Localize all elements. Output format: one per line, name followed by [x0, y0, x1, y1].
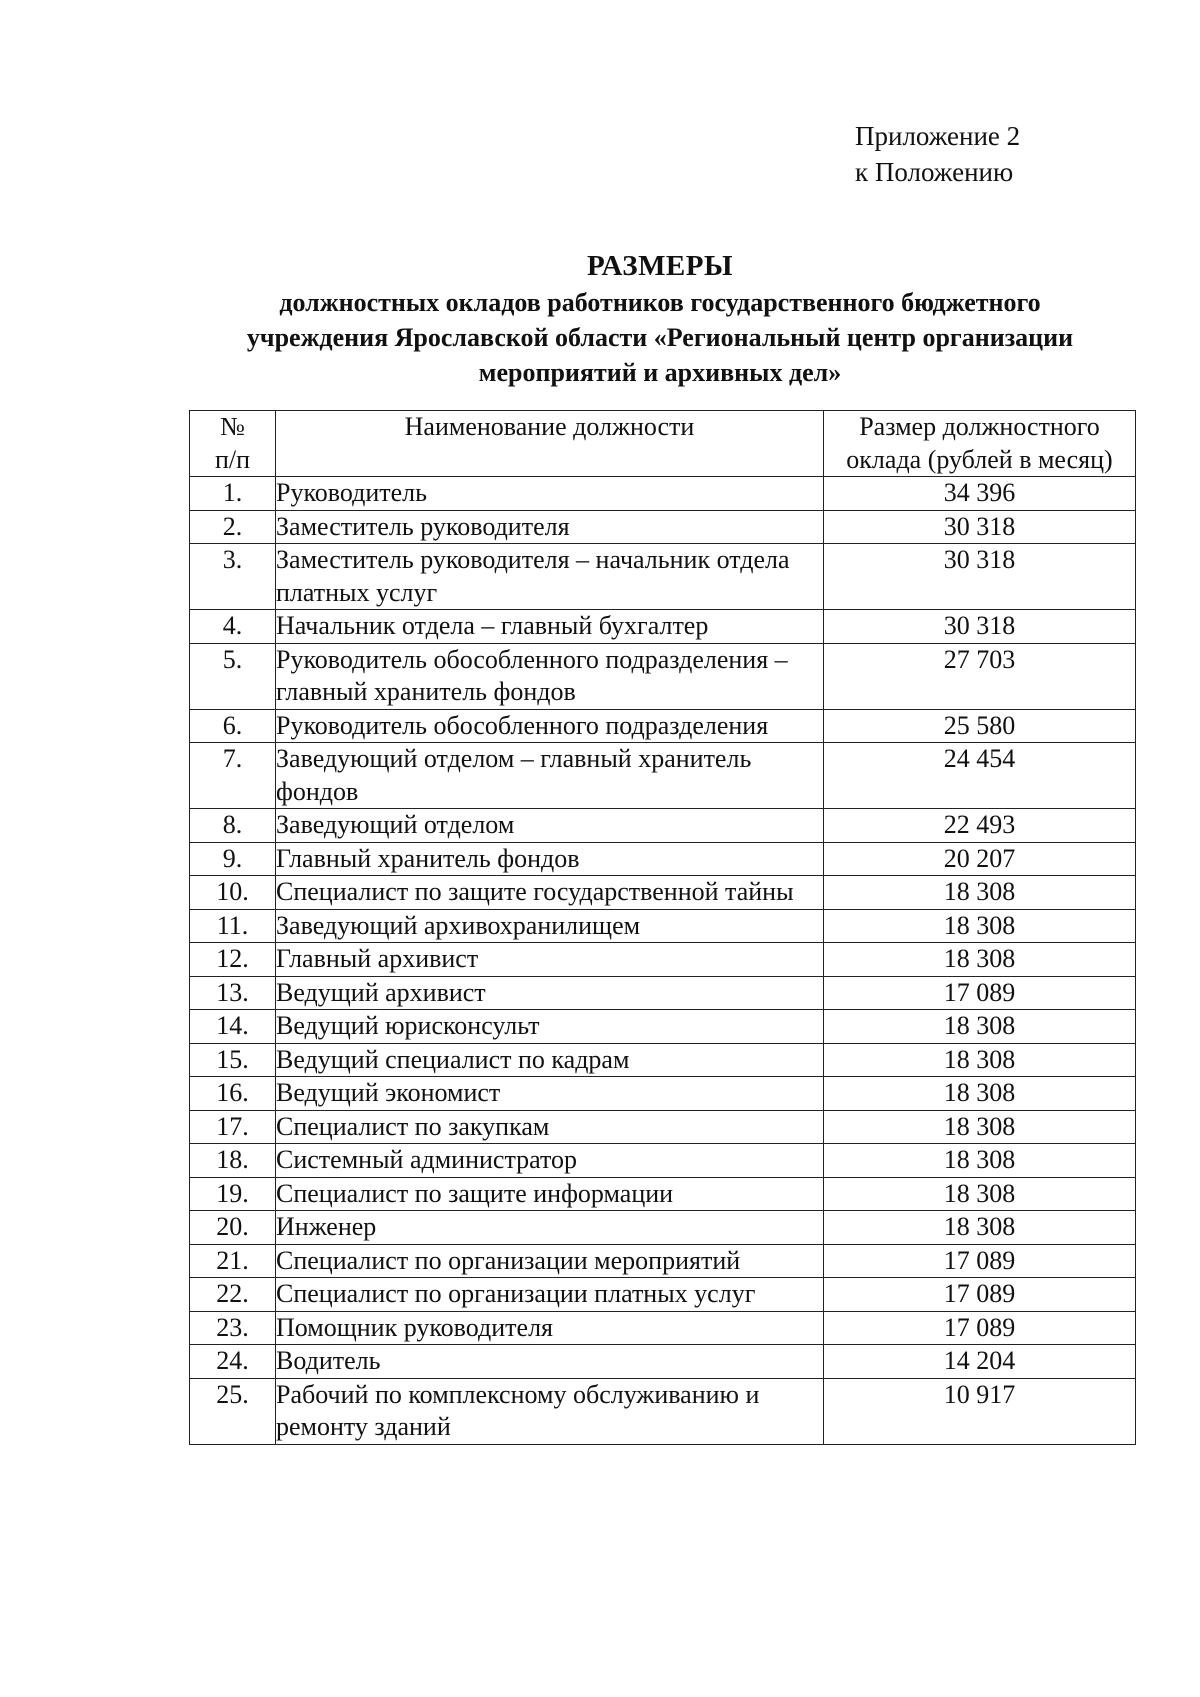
- row-number: 12.: [190, 943, 276, 977]
- table-row: [190, 510, 1136, 544]
- table-row: [190, 709, 1136, 743]
- salary-value: 18 308: [824, 1211, 1136, 1245]
- table-row: [190, 1378, 1136, 1444]
- row-number: 3.: [190, 544, 276, 610]
- row-number: 4.: [190, 610, 276, 644]
- table-row: [190, 1043, 1136, 1077]
- position-name: Главный хранитель фондов: [276, 842, 824, 876]
- table-row: [190, 1077, 1136, 1111]
- position-name: Ведущий архивист: [276, 976, 824, 1010]
- row-number: 2.: [190, 510, 276, 544]
- table-row: [190, 1211, 1136, 1245]
- salary-value: 30 318: [824, 510, 1136, 544]
- row-number: 17.: [190, 1110, 276, 1144]
- position-name: Начальник отдела – главный бухгалтер: [276, 610, 824, 644]
- position-name: Специалист по защите государственной тайны: [276, 876, 824, 910]
- table-row: [190, 1244, 1136, 1278]
- position-name: Руководитель обособленного подразделения – главный хранитель фондов: [276, 643, 824, 709]
- row-number: 15.: [190, 1043, 276, 1077]
- row-number: 5.: [190, 643, 276, 709]
- salary-value: 17 089: [824, 1278, 1136, 1312]
- salary-value: 25 580: [824, 709, 1136, 743]
- position-name: Водитель: [276, 1345, 824, 1379]
- salary-value: 18 308: [824, 1177, 1136, 1211]
- row-number: 10.: [190, 876, 276, 910]
- table-row: [190, 743, 1136, 809]
- position-name: Заведующий отделом – главный хранитель фондов: [276, 743, 824, 809]
- row-number: 20.: [190, 1211, 276, 1245]
- position-name: Ведущий юрисконсульт: [276, 1010, 824, 1044]
- row-number: 21.: [190, 1244, 276, 1278]
- table-row: [190, 842, 1136, 876]
- position-name: Заведующий отделом: [276, 809, 824, 843]
- position-name: Помощник руководителя: [276, 1311, 824, 1345]
- appendix-number: Приложение 2: [855, 121, 1021, 151]
- table-row: [190, 1278, 1136, 1312]
- position-name: Заместитель руководителя: [276, 510, 824, 544]
- position-name: Системный администратор: [276, 1144, 824, 1178]
- row-number: 23.: [190, 1311, 276, 1345]
- row-number: 1.: [190, 477, 276, 511]
- row-number: 6.: [190, 709, 276, 743]
- row-number: 13.: [190, 976, 276, 1010]
- position-name: Главный архивист: [276, 943, 824, 977]
- table-row: [190, 643, 1136, 709]
- row-number: 7.: [190, 743, 276, 809]
- salary-value: 17 089: [824, 1244, 1136, 1278]
- table-row: [190, 943, 1136, 977]
- salary-value: 18 308: [824, 1077, 1136, 1111]
- table-row: [190, 1010, 1136, 1044]
- salary-value: 30 318: [824, 544, 1136, 610]
- header-salary: [824, 411, 1136, 477]
- header-salary-line-1: Размер должностного: [859, 412, 1100, 441]
- row-number: 18.: [190, 1144, 276, 1178]
- row-number: 8.: [190, 809, 276, 843]
- table-row: [190, 876, 1136, 910]
- salary-value: 17 089: [824, 976, 1136, 1010]
- row-number: 9.: [190, 842, 276, 876]
- position-name: Ведущий специалист по кадрам: [276, 1043, 824, 1077]
- table-row: [190, 477, 1136, 511]
- table-row: [190, 1345, 1136, 1379]
- table-row: [190, 544, 1136, 610]
- position-name: Заведующий архивохранилищем: [276, 909, 824, 943]
- salary-value: 14 204: [824, 1345, 1136, 1379]
- salary-value: 18 308: [824, 1110, 1136, 1144]
- position-name: Рабочий по комплексному обслуживанию и ремонту зданий: [276, 1378, 824, 1444]
- table-row: [190, 1144, 1136, 1178]
- salary-value: 18 308: [824, 909, 1136, 943]
- salary-value: 18 308: [824, 943, 1136, 977]
- salary-value: 20 207: [824, 842, 1136, 876]
- salary-value: 27 703: [824, 643, 1136, 709]
- row-number: 16.: [190, 1077, 276, 1111]
- salary-value: 10 917: [824, 1378, 1136, 1444]
- document-title: [150, 248, 1170, 389]
- salary-value: 17 089: [824, 1311, 1136, 1345]
- salary-value: 34 396: [824, 477, 1136, 511]
- salary-value: 18 308: [824, 1010, 1136, 1044]
- table-row: [190, 976, 1136, 1010]
- row-number: 25.: [190, 1378, 276, 1444]
- row-number: 11.: [190, 909, 276, 943]
- salary-value: 18 308: [824, 1043, 1136, 1077]
- salary-value: 30 318: [824, 610, 1136, 644]
- appendix-reference: [855, 118, 1020, 190]
- table-row: [190, 809, 1136, 843]
- header-number-line-1: №: [220, 412, 245, 441]
- table-row: [190, 1177, 1136, 1211]
- table-row: [190, 1110, 1136, 1144]
- table-row: [190, 909, 1136, 943]
- row-number: 24.: [190, 1345, 276, 1379]
- position-name: Специалист по защите информации: [276, 1177, 824, 1211]
- table-body: [190, 477, 1136, 1445]
- salary-table: [189, 410, 1136, 1445]
- table-row: [190, 610, 1136, 644]
- position-name: Специалист по организации мероприятий: [276, 1244, 824, 1278]
- salary-value: 24 454: [824, 743, 1136, 809]
- title-line-2: учреждения Ярославской области «Региональный центр организации: [246, 323, 1074, 352]
- position-name: Заместитель руководителя – начальник отдела платных услуг: [276, 544, 824, 610]
- table-row: [190, 1311, 1136, 1345]
- title-line-1: должностных окладов работников государственного бюджетного: [279, 288, 1041, 317]
- position-name: Ведущий экономист: [276, 1077, 824, 1111]
- row-number: 22.: [190, 1278, 276, 1312]
- salary-value: 18 308: [824, 876, 1136, 910]
- header-position-name: Наименование должности: [276, 411, 824, 477]
- row-number: 14.: [190, 1010, 276, 1044]
- title-line-3: мероприятий и архивных дел»: [478, 358, 842, 387]
- position-name: Специалист по организации платных услуг: [276, 1278, 824, 1312]
- position-name: Руководитель: [276, 477, 824, 511]
- position-name: Инженер: [276, 1211, 824, 1245]
- header-number-line-2: п/п: [214, 444, 251, 474]
- appendix-target: к Положению: [855, 157, 1014, 187]
- row-number: 19.: [190, 1177, 276, 1211]
- position-name: Специалист по закупкам: [276, 1110, 824, 1144]
- salary-value: 18 308: [824, 1144, 1136, 1178]
- table-header-row: [190, 411, 1136, 477]
- salary-value: 22 493: [824, 809, 1136, 843]
- title-main: РАЗМЕРЫ: [587, 250, 733, 282]
- header-salary-line-2: оклада (рублей в месяц): [846, 444, 1113, 474]
- header-number: [190, 411, 276, 477]
- position-name: Руководитель обособленного подразделения: [276, 709, 824, 743]
